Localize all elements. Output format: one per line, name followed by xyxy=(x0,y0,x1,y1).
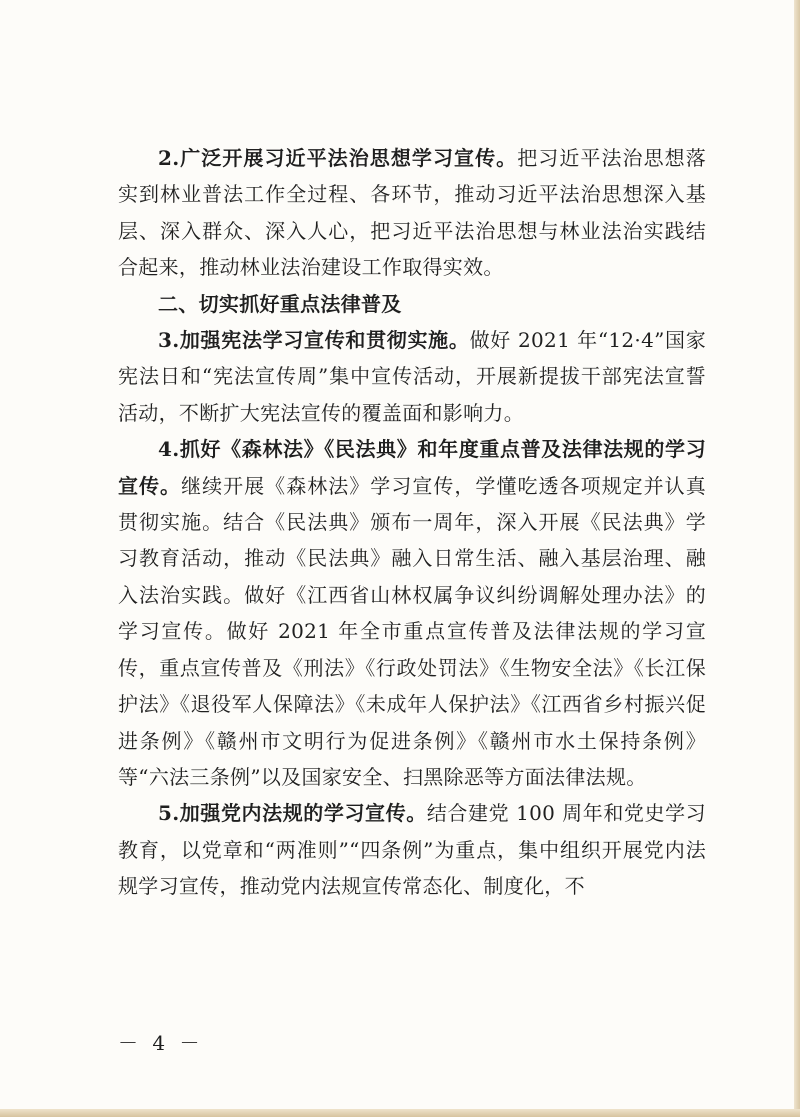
paragraph-2-lead: 2.广泛开展习近平法治思想学习宣传。 xyxy=(158,146,518,170)
paragraph-5-text: 结合建党 100 周年和党史学习教育，以党章和“两准则”“四条例”为重点，集中组织开展党内法规学习宣传，推动党内法规宣传常态化、制度化，不 xyxy=(118,801,706,899)
paragraph-4-lead: 4.抓好《森林法》《民法典》和年度重点普及法律法规的学习宣传。 xyxy=(118,437,706,498)
page-edge-bottom xyxy=(0,1109,800,1117)
page-edge-right xyxy=(794,0,800,1117)
paragraph-2 xyxy=(118,140,706,286)
paragraph-4 xyxy=(118,431,706,795)
page-number: － 4 － xyxy=(118,1031,204,1055)
paragraph-4-text: 继续开展《森林法》学习宣传，学懂吃透各项规定并认真贯彻实施。结合《民法典》颁布一周年，深入开展《民法典》学习教育活动，推动《民法典》融入日常生活、融入基层治理、融入法治实践。做好《江西省山林权属争议纠纷调解处理办法》的学习宣传。做好 2021 年全市重点宣传普及法律法规的学习宣传，重点宣传普及《刑法》《行政处罚法》《生物安全法》《长江保护法》《退役军人保障法》《未成年人保护法》《江西省乡村振兴促进条例》《赣州市文明行为促进条例》《赣州市水土保持条例》等“六法三条例”以及国家安全、扫黑除恶等方面法律法规。 xyxy=(118,473,706,789)
paragraph-3 xyxy=(118,322,706,431)
paragraph-2-text: 把习近平法治思想落实到林业普法工作全过程、各环节，推动习近平法治思想深入基层、深入群众、深入人心，把习近平法治思想与林业法治实践结合起来，推动林业法治建设工作取得实效。 xyxy=(118,146,707,280)
section-heading-2: 二、切实抓好重点法律普及 xyxy=(158,291,402,316)
paragraph-5 xyxy=(118,795,706,904)
document-body xyxy=(118,140,706,905)
paragraph-5-lead: 5.加强党内法规的学习宣传。 xyxy=(158,801,427,826)
paragraph-3-lead: 3.加强宪法学习宣传和贯彻实施。 xyxy=(158,328,470,353)
paragraph-3-text: 做好 2021 年“12·4”国家宪法日和“宪法宣传周”集中宣传活动，开展新提拔干部宪法宣誓活动，不断扩大宪法宣传的覆盖面和影响力。 xyxy=(118,328,706,425)
